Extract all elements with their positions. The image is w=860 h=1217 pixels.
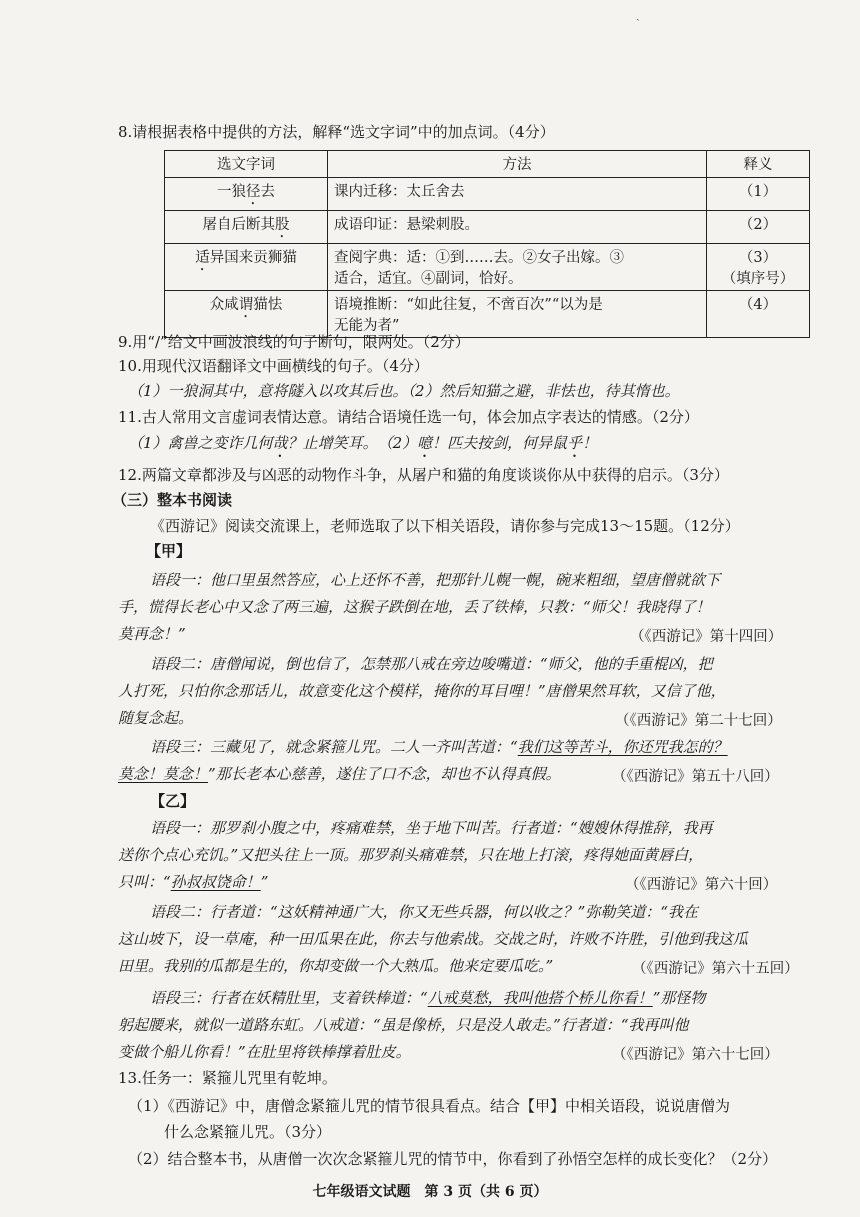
jia-passage-2-line: 随复念起。 bbox=[118, 709, 194, 727]
item-text: ！匹夫按剑，何异鼠 bbox=[432, 434, 568, 452]
answer-line: （填序号） bbox=[721, 271, 795, 287]
underlined-text: 孙叔叔饶命！ bbox=[170, 873, 261, 891]
dotted-word: 径 bbox=[246, 184, 261, 200]
passage-text: 只叫：“ bbox=[118, 873, 171, 891]
jia-passage-3-source: （《西游记》第五十八回） bbox=[612, 769, 779, 785]
method-cell: 课内迁移：太丘舍去 bbox=[328, 178, 707, 211]
yi-passage-2-line: 田里。我别的瓜都是生的，你却变做一个大熟瓜。他来定要瓜吃。” bbox=[118, 957, 554, 975]
page-footer: 七年级语文试题 第 3 页（共 6 页） bbox=[312, 1184, 548, 1200]
question-13-sub-1: （1）《西游记》中，唐僧念紧箍儿咒的情节很具看点。结合【甲】中相关语段，说说唐僧为 bbox=[128, 1097, 731, 1115]
passage-text: 语段三：三藏见了，就念紧箍儿咒。二人一齐叫苦道：“ bbox=[150, 738, 518, 756]
yi-passage-1-source: （《西游记》第六十回） bbox=[625, 877, 778, 893]
yi-passage-3-source: （《西游记》第六十七回） bbox=[612, 1047, 779, 1063]
word-text: 猫怯 bbox=[253, 297, 283, 313]
table-row bbox=[165, 211, 810, 244]
passage-text: ” bbox=[260, 873, 269, 891]
question-13-title: 13.任务一：紧箍儿咒里有乾坤。 bbox=[118, 1069, 337, 1087]
underlined-text: 八戒莫愁，我叫他搭个桥儿你看！ bbox=[427, 989, 653, 1007]
yi-passage-2-line: 语段二：行者道：“这妖精神通广大，你又无些兵器，何以收之？”弥勒笑道：“我在 bbox=[150, 903, 699, 921]
method-line: 无能为者” bbox=[334, 318, 400, 334]
question-8-stem: 8.请根据表格中提供的方法，解释“选文字词”中的加点词。（4分） bbox=[118, 123, 555, 141]
section-3-title: （三）整本书阅读 bbox=[112, 491, 233, 509]
passage-text: ”那怪物 bbox=[652, 989, 706, 1007]
item-text: （1）禽兽之变诈几何 bbox=[128, 434, 273, 452]
jia-passage-1-source: （《西游记》第十四回） bbox=[630, 629, 783, 645]
yi-passage-3-line: 变做个船儿你看！”在肚里将铁棒撑着肚皮。 bbox=[118, 1043, 411, 1061]
dotted-word: 哉 bbox=[272, 434, 288, 452]
table-header: 方法 bbox=[328, 151, 707, 178]
question-9: 9.用“/”给文中画波浪线的句子断句，限两处。（2分） bbox=[118, 333, 470, 351]
underlined-text: 我们这等苦斗，你还咒我怎的？ bbox=[517, 738, 728, 756]
section-3-intro: 《西游记》阅读交流课上，老师选取了以下相关语段，请你参与完成13～15题。（12分） bbox=[150, 517, 740, 535]
answer-cell: （2） bbox=[707, 211, 810, 244]
word-text: 众咸 bbox=[209, 297, 239, 313]
table-row bbox=[165, 178, 810, 211]
word-cell bbox=[165, 178, 328, 211]
yi-passage-2-line: 这山坡下，设一草庵，种一田瓜果在此，你去与他索战。交战之时，许败不许胜，引他到我这瓜 bbox=[118, 930, 749, 948]
methods-table bbox=[164, 150, 810, 338]
method-cell bbox=[328, 244, 707, 291]
jia-passage-2-line: 人打死，只怕你念那话儿，故意变化这个模样，掩你的耳目哩！”唐僧果然耳软，又信了他， bbox=[118, 682, 726, 700]
answer-cell: （1） bbox=[707, 178, 810, 211]
item-text: ？止增笑耳。 bbox=[287, 434, 371, 452]
jia-passage-2-line: 语段二：唐僧闻说，倒也信了，怎禁那八戒在旁边唆嘴道：“师父，他的手重棍凶，把 bbox=[150, 655, 713, 673]
question-11-items bbox=[128, 433, 597, 461]
table-row bbox=[165, 244, 810, 291]
yi-passage-1-line: 送你个点心充饥。”又把头往上一顶。那罗刹头痛难禁，只在地上打滚，疼得她面黄唇白， bbox=[118, 846, 704, 864]
jia-passage-1-line: 莫再念！” bbox=[118, 625, 186, 643]
table-header-row bbox=[165, 151, 810, 178]
jia-passage-2-source: （《西游记》第二十七回） bbox=[615, 713, 782, 729]
word-text: 一狼 bbox=[217, 184, 246, 200]
word-text: 去 bbox=[260, 184, 275, 200]
table-header: 选文字词 bbox=[165, 151, 328, 178]
answer-cell: （4） bbox=[707, 291, 810, 338]
method-cell: 成语印证：悬梁刺股。 bbox=[328, 211, 707, 244]
yi-passage-3-line bbox=[150, 988, 705, 1008]
method-line: 适合，适宜。④副词，恰好。 bbox=[334, 271, 523, 287]
passage-text: ”那长老本心慈善，遂住了口不念，却也不认得真假。 bbox=[208, 765, 561, 783]
question-10-items: （1）一狼洞其中，意将隧入以攻其后也。（2）然后知猫之避，非怯也，待其惰也。 bbox=[128, 382, 680, 400]
jia-passage-1-line: 手，慌得长老心中又念了两三遍，这猴子跌倒在地，丢了铁棒，只教：“师父！我晓得了！ bbox=[118, 598, 711, 616]
dotted-word: 乎 bbox=[567, 434, 583, 452]
item-text: （2） bbox=[385, 434, 418, 452]
yi-passage-1-line bbox=[118, 872, 268, 892]
yi-label: 【乙】 bbox=[150, 792, 196, 810]
item-text: ！ bbox=[582, 434, 598, 452]
answer-line: （3） bbox=[738, 250, 778, 266]
word-cell bbox=[165, 244, 328, 291]
dotted-word: 噫 bbox=[417, 434, 433, 452]
scan-mark: ˎ bbox=[636, 8, 640, 21]
jia-label: 【甲】 bbox=[146, 542, 192, 560]
word-text: 异国来贡狮猫 bbox=[209, 250, 297, 266]
yi-passage-2-source: （《西游记》第六十五回） bbox=[632, 961, 799, 977]
dotted-word: 股 bbox=[275, 217, 290, 233]
question-11-stem: 11.古人常用文言虚词表情达意。请结合语境任选一句，体会加点字表达的情感。（2分） bbox=[118, 408, 699, 426]
jia-passage-1-line: 语段一：他口里虽然答应，心上还怀不善，把那针儿幌一幌，碗来粗细，望唐僧就欲下 bbox=[150, 571, 721, 589]
answer-cell bbox=[707, 244, 810, 291]
table-row bbox=[165, 291, 810, 338]
word-text: 屠自后断其 bbox=[202, 217, 275, 233]
yi-passage-3-line: 躬起腰来，就似一道路东虹。八戒道：“虽是像桥，只是没人敢走。”行者道：“我再叫他 bbox=[118, 1016, 689, 1034]
word-cell bbox=[165, 211, 328, 244]
jia-passage-3-line bbox=[118, 764, 561, 784]
question-10-stem: 10.用现代汉语翻译文中画横线的句子。（4分） bbox=[118, 357, 429, 375]
yi-passage-1-line: 语段一：那罗刹小腹之中，疼痛难禁，坐于地下叫苦。行者道：“嫂嫂休得推辞，我再 bbox=[150, 819, 713, 837]
question-13-sub-2: （2）结合整本书，从唐僧一次次念紧箍儿咒的情节中，你看到了孙悟空怎样的成长变化？（2分） bbox=[128, 1150, 778, 1168]
table-header: 释义 bbox=[707, 151, 810, 178]
jia-passage-3-line bbox=[150, 737, 728, 757]
passage-text: 语段三：行者在妖精肚里，支着铁棒道：“ bbox=[150, 989, 428, 1007]
word-cell bbox=[165, 291, 328, 338]
method-line: 语境推断：“如此往复，不啻百次”“以为是 bbox=[334, 297, 603, 313]
dotted-word: 适 bbox=[195, 250, 210, 266]
method-line: 查阅字典：适：①到……去。②女子出嫁。③ bbox=[334, 250, 624, 266]
question-13-sub-1: 什么念紧箍儿咒。（3分） bbox=[164, 1123, 332, 1141]
underlined-text: 莫念！莫念！ bbox=[118, 765, 209, 783]
question-12: 12.两篇文章都涉及与凶恶的动物作斗争，从屠户和猫的角度谈谈你从中获得的启示。（3分） bbox=[118, 466, 729, 484]
dotted-word: 谓 bbox=[238, 297, 254, 313]
method-cell bbox=[328, 291, 707, 338]
